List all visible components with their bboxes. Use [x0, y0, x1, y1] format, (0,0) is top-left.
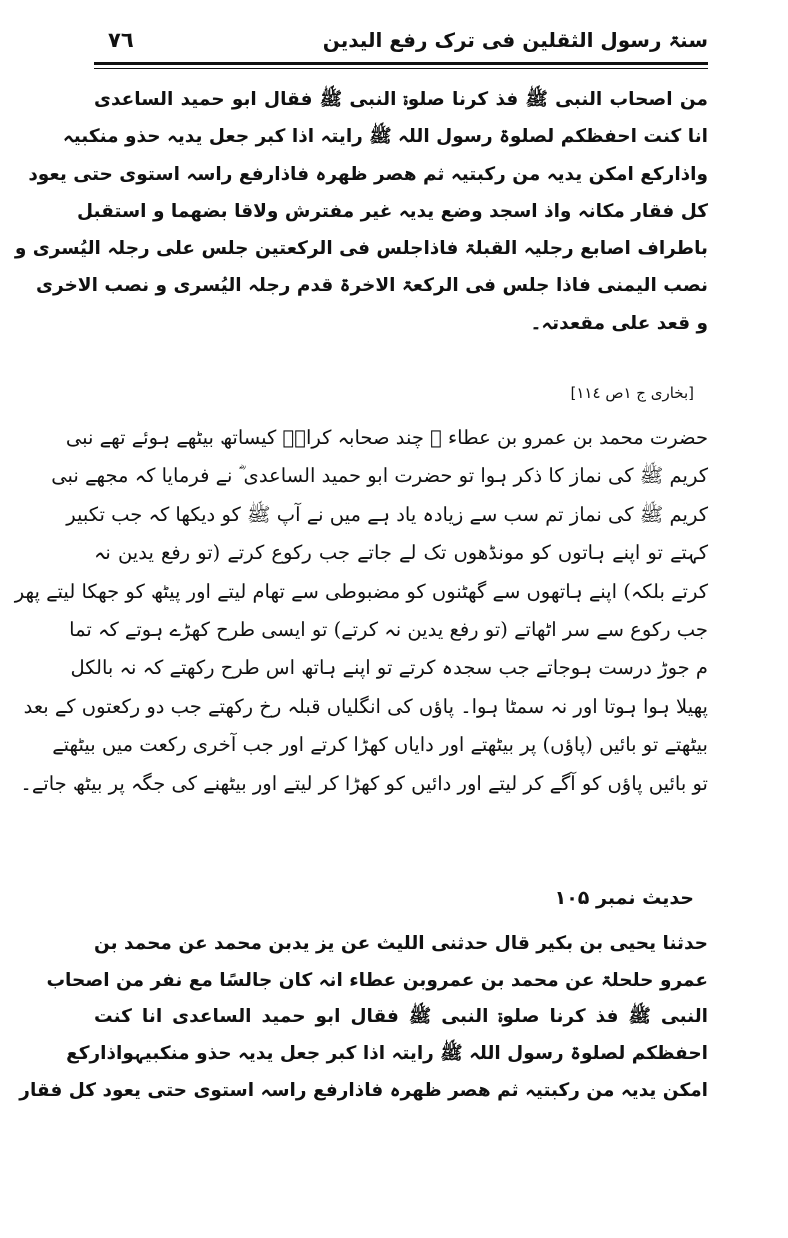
header-rule-thick — [94, 62, 708, 65]
running-title: سنۃ رسول الثقلین فی ترک رفع الیدین — [322, 28, 708, 52]
text-line: عمرو حلحلۃ عن محمد بن عمروبن عطاء انہ کان جالسًا مع نفر من اصحاب — [46, 969, 708, 991]
text-line: باطراف اصابع رجلیہ القبلۃ فاذاجلس فی الرکعتین جلس علی رجلہ الیُسری و — [14, 238, 708, 260]
arabic-hadith-text — [14, 81, 708, 342]
text-line: و قعد علی مقعدتہ۔ — [530, 312, 708, 334]
text-line: حدثنا یحیی بن بکیر قال حدثنی اللیث عن یز یدبن محمد عن محمد بن — [93, 933, 708, 954]
text-line: واذارکع امکن یدیہ من رکبتیہ ثم ھصر ظھرہ فاذارفع راسہ استوی حتی یعود — [28, 163, 708, 185]
text-line: النبی ﷺ فذ کرنا صلوۃ النبی ﷺ فقال ابو حمید الساعدی انا کنت — [94, 1006, 708, 1028]
text-line: کریم ﷺ کی نماز کا ذکر ہوا تو حضرت ابو حمید الساعدی ؓ نے فرمایا کہ مجھے نبی — [51, 464, 708, 488]
text-line: بیٹھتے تو بائیں (پاؤں) پر بیٹھتے اور دایاں کھڑا کرتے اور جب آخری رکعت میں بیٹھتے — [52, 733, 708, 757]
text-line: احفظکم لصلوۃ رسول اللہ ﷺ رایتہ اذا کبر جعل یدیہ حذو منکبیہواذارکع — [66, 1043, 708, 1065]
text-line: پھیلا ہوا ہوتا اور نہ سمٹا ہوا۔ پاؤں کی انگلیاں قبلہ رخ رکھتے جب دو رکعتوں کے بعد — [23, 694, 708, 718]
text-line: م جوڑ درست ہوجاتے جب سجدہ کرتے تو اپنے ہاتھ اس طرح رکھتے کہ نہ بالکل — [70, 656, 708, 680]
text-line: نصب الیمنی فاذا جلس فی الرکعۃ الاخرۃ قدم رجلہ الیُسری و نصب الاخری — [36, 275, 708, 297]
text-line: تو بائیں پاؤں کو آگے کر لیتے اور دائیں کو کھڑا کر لیتے اور بیٹھنے کی جگہ پر بیٹھ جاتے۔ — [20, 771, 708, 795]
text-line: من اصحاب النبی ﷺ فذ کرنا صلوۃ النبی ﷺ فقال ابو حمید الساعدی — [94, 89, 708, 110]
text-line: کل فقار مکانہ واذ اسجد وضع یدیہ غیر مفترش ولاقا بضھما و استقبل — [77, 200, 708, 222]
text-line: کرتے بلکہ) اپنے ہاتھوں سے گھٹنوں کو مضبوطی سے تھام لیتے اور پیٹھ کو جھکا لیتے پھر — [14, 579, 708, 603]
text-line: جب رکوع سے سر اٹھاتے (تو رفع یدین نہ کرتے) تو ایسی طرح کھڑے ہوتے کہ تما — [69, 617, 708, 641]
text-line: انا کنت احفظکم لصلوۃ رسول اللہ ﷺ رایتہ اذا کبر جعل یدیہ حذو منکبیہ — [62, 126, 708, 148]
hadith-number-heading: حدیث نمبر ۱۰۵ — [554, 887, 694, 909]
page-number: ٧٦ — [108, 28, 134, 52]
header-rule-thin — [94, 68, 708, 69]
arabic-hadith-text-2 — [19, 926, 708, 1109]
page-header — [94, 22, 708, 64]
text-line: امکن یدیہ من رکبتیہ ثم ھصر ظھرہ فاذارفع راسہ استوی حتی یعود کل فقار — [19, 1079, 708, 1101]
text-line: کریم ﷺ کی نماز تم سب سے زیادہ یاد ہے میں نے آپ ﷺ کو دیکھا کہ جب تکبیر — [66, 502, 708, 526]
source-reference: [بخاری ج ۱ص ۱۱٤] — [570, 384, 694, 402]
urdu-translation — [14, 419, 708, 803]
text-line: حضرت محمد بن عمرو بن عطاء ؒ چند صحابہ کرامؓ کیساتھ بیٹھے ہوئے تھے نبی — [65, 426, 708, 449]
text-line: کہتے تو اپنے ہاتوں کو مونڈھوں تک لے جاتے جب رکوع کرتے (تو رفع یدین نہ — [94, 541, 708, 565]
